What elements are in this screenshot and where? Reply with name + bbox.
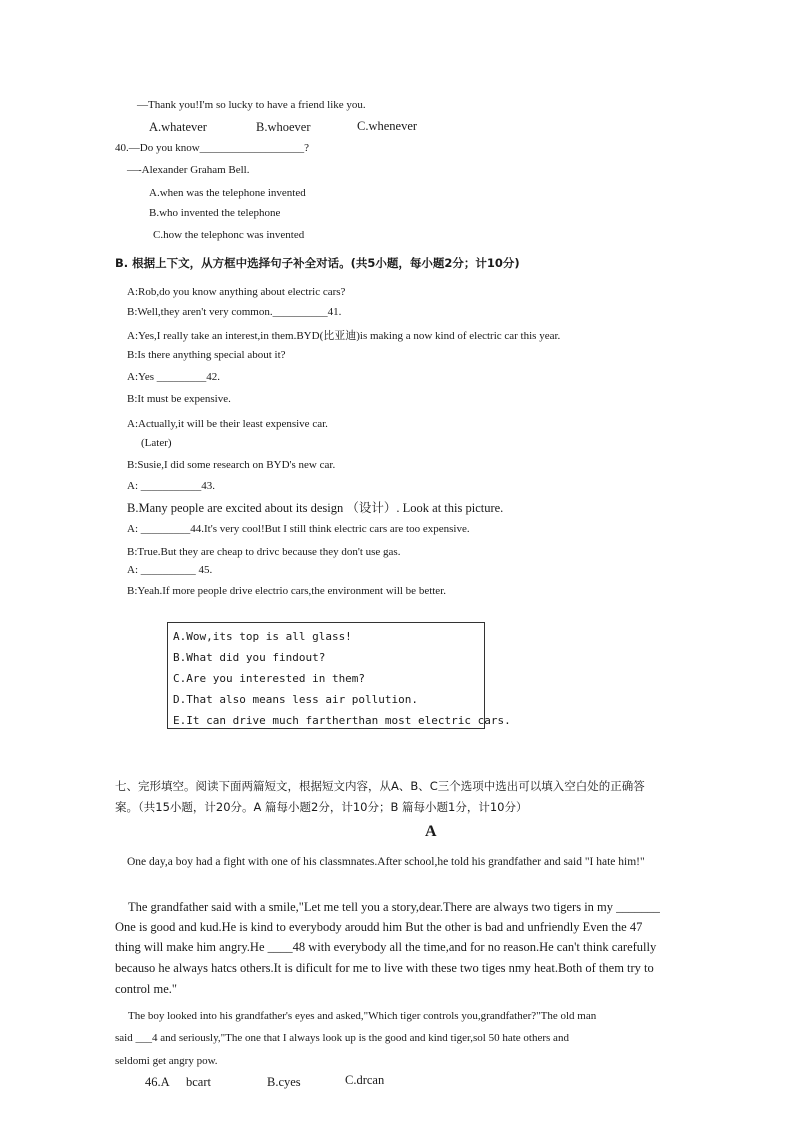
passage-paragraph-1: One day,a boy had a fight with one of his classmnates.After school,he told his grandfather and said "I hate him!"	[127, 856, 645, 868]
dialogue-line: A: __________ 45.	[127, 564, 213, 576]
q39-reply: —Thank you!I'm so lucky to have a friend like you.	[137, 99, 366, 111]
q46-option-a: bcart	[186, 1075, 211, 1089]
passage-line: thing will make him angry.He ____48 with everybody all the time,and for no reason.He can't think carefully	[115, 940, 657, 954]
passage-line: said ___4 and seriously,"The one that I always look up is the good and kind tiger,sol 50 hate others and	[115, 1032, 569, 1044]
passage-line: control me."	[115, 982, 178, 996]
option-c: C.Are you interested in them?	[173, 672, 366, 685]
dialogue-line: A:Yes _________42.	[127, 371, 221, 383]
q39-option-c: C.whenever	[357, 119, 418, 133]
option-a: A.Wow,its top is all glass!	[173, 630, 352, 643]
q40-reply: —-Alexander Graham Bell.	[127, 164, 250, 176]
dialogue-line: A:Actually,it will be their least expensive car.	[127, 418, 328, 430]
option-d: D.That also means less air pollution.	[173, 693, 419, 706]
dialogue-line: A: _________44.It's very cool!But I still think electric cars are too expensive.	[127, 523, 470, 535]
dialogue-stage-note: (Later)	[141, 437, 172, 449]
passage-line: One is good and kud.He is kind to everybody aroudd him But the other is bad and unfriendly Even the 47	[115, 920, 643, 934]
dialogue-line: A:Yes,I really take an interest,in them.BYD(比亚迪)is making a now kind of electric car this year.	[127, 330, 561, 342]
q40-option-c: C.how the telephonc was invented	[153, 229, 305, 241]
dialogue-line: A: ___________43.	[127, 480, 215, 492]
dialogue-line: B:It must be expensive.	[127, 393, 231, 405]
options-box	[167, 622, 511, 729]
option-e: E.It can drive much fartherthan most electric cars.	[173, 714, 511, 727]
q46-option-c: C.drcan	[345, 1073, 385, 1087]
section-7-instruction-cont: 案。（共15小题，计20分。A 篇每小题2分，计10分；B 篇每小题1分，计10分）	[115, 800, 528, 814]
dialogue-line: B:Is there anything special about it?	[127, 349, 286, 361]
dialogue-line: B.Many people are excited about its design （设计）. Look at this picture.	[127, 501, 504, 515]
q39-option-b: B.whoever	[256, 120, 311, 134]
q40-option-b: B.who invented the telephone	[149, 207, 281, 219]
option-b: B.What did you findout?	[173, 651, 326, 664]
dialogue-line: B:Susie,I did some research on BYD's new car.	[127, 459, 336, 471]
section-7-instruction: 七、完形填空。阅读下面两篇短文，根据短文内容，从A、B、C三个选项中选出可以填入空白处的正确答	[115, 779, 645, 793]
dialogue-line: B:True.But they are cheap to drivc because they don't use gas.	[127, 546, 401, 558]
q39-option-a: A.whatever	[149, 120, 207, 134]
dialogue-line: B:Well,they aren't very common.__________41.	[127, 306, 342, 318]
q46-option-b: B.cyes	[267, 1075, 301, 1089]
q40-option-a: A.when was the telephone invented	[149, 187, 306, 199]
passage-line: The grandfather said with a smile,"Let me tell you a story,dear.There are always two tigers in my _______	[128, 900, 660, 914]
passage-line: seldomi get angry pow.	[115, 1055, 218, 1067]
dialogue-line: B:Yeah.If more people drive electrio cars,the environment will be better.	[127, 585, 446, 597]
dialogue-line: A:Rob,do you know anything about electric cars?	[127, 286, 346, 298]
passage-title: A	[425, 823, 437, 840]
passage-line: becauso he always hatcs others.It is dificult for me to live with these two tiges nmy heat.Both of them try to	[115, 961, 654, 975]
section-b-heading: B. 根据上下文，从方框中选择句子补全对话。(共5小题，每小题2分；计10分)	[115, 256, 520, 270]
q40-prompt: 40.—Do you know___________________?	[115, 142, 310, 154]
passage-line: The boy looked into his grandfather's eyes and asked,"Which tiger controls you,grandfather?"The old man	[128, 1010, 597, 1022]
q46-number: 46.A	[145, 1075, 170, 1089]
